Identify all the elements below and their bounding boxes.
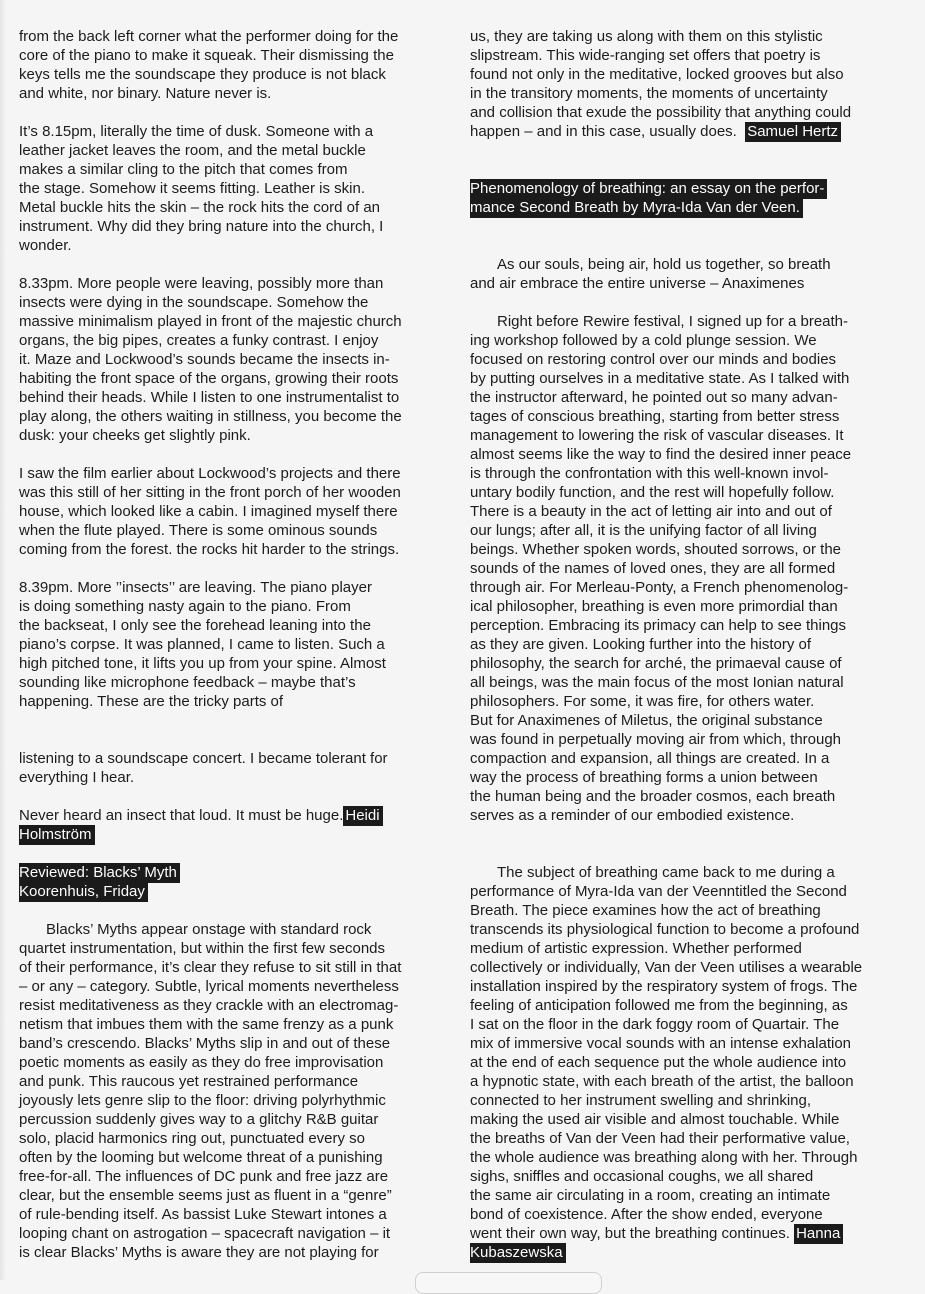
blank-line <box>19 445 439 464</box>
body-text: a hypnotic state, with each breath of the artist, the balloon <box>470 1073 854 1090</box>
text-line <box>470 654 890 673</box>
body-text: Right before Rewire festival, I signed up for a breath- <box>497 313 849 330</box>
text-line <box>470 1091 890 1110</box>
text-line <box>19 1186 439 1205</box>
blank-line <box>19 787 439 806</box>
text-line <box>470 730 890 749</box>
body-text: by putting ourselves in a meditative state. As I talked with <box>470 370 850 387</box>
text-line <box>470 122 890 141</box>
body-text: philosophy, the search for arché, the primaeval cause of <box>470 655 842 672</box>
highlighted-label: Koorenhuis, Friday <box>19 882 148 902</box>
body-text: habiting the front space of the organs, growing their roots <box>19 370 399 387</box>
text-line <box>470 806 890 825</box>
body-text: leather jacket leaves the room, and the metal buckle <box>19 142 366 159</box>
body-text: The subject of breathing came back to me during a <box>497 864 835 881</box>
body-text: and punk. This raucous yet restrained performance <box>19 1073 359 1090</box>
body-text: house, which looked like a cabin. I imagined myself there <box>19 503 398 520</box>
highlighted-label: Holmström <box>19 825 95 845</box>
body-text: Metal buckle hits the skin – the rock hits the cord of an <box>19 199 381 216</box>
body-text: netism that imbues them with the same frenzy as a punk <box>19 1016 394 1033</box>
text-line <box>19 749 439 768</box>
text-line <box>470 179 890 198</box>
body-text: medium of artistic expression. Whether performed <box>470 940 802 957</box>
text-line <box>470 749 890 768</box>
text-line <box>470 1053 890 1072</box>
text-line <box>470 958 890 977</box>
body-text: coming from the forest. the rocks hit harder to the strings. <box>19 541 400 558</box>
text-line <box>470 1148 890 1167</box>
text-line <box>19 388 439 407</box>
body-text: is through the confrontation with this well-known invol- <box>470 465 829 482</box>
text-line <box>470 616 890 635</box>
text-line <box>19 673 439 692</box>
body-text: ical philosopher, breathing is even more primordial than <box>470 598 838 615</box>
blank-line <box>19 901 439 920</box>
body-text: mix of immersive vocal sounds with an intense exhalation <box>470 1035 852 1052</box>
text-line <box>470 673 890 692</box>
body-text: was this still of her sitting in the front porch of her wooden <box>19 484 401 501</box>
text-line <box>19 179 439 198</box>
body-text: perception. Embracing its primacy can help to see things <box>470 617 847 634</box>
text-line <box>19 312 439 331</box>
text-line <box>470 578 890 597</box>
body-text: wonder. <box>19 237 72 254</box>
blank-line <box>470 844 890 863</box>
body-text: play along, the others waiting in stillness, you become the <box>19 408 402 425</box>
article-column-left <box>19 27 439 1262</box>
body-text: It’s 8.15pm, literally the time of dusk. Someone with a <box>19 123 374 140</box>
body-text: makes a similar cling to the pitch that comes from <box>19 161 348 178</box>
body-text: almost seems like the way to find the desired inner peace <box>470 446 852 463</box>
body-text: it. Maze and Lockwood’s sounds became the insects in- <box>19 351 390 368</box>
body-text: sighs, sniffles and occasional coughs, we all shared <box>470 1168 814 1185</box>
text-line <box>19 578 439 597</box>
body-text: connected to her instrument swelling and shrinking, <box>470 1092 812 1109</box>
body-text: through air. For Merleau-Ponty, a French phenomenolog- <box>470 579 849 596</box>
text-line <box>470 426 890 445</box>
highlighted-label: Phenomenology of breathing: an essay on the perfor- <box>470 179 827 199</box>
body-text: and white, nor binary. Nature never is. <box>19 85 272 102</box>
text-line <box>470 255 890 274</box>
body-text: massive minimalism played in front of the majestic church <box>19 313 402 330</box>
body-text: looping chant on astrogation – spacecraft navigation – it <box>19 1225 391 1242</box>
body-text: Breath. The piece examines how the act of breathing <box>470 902 821 919</box>
body-text: joyously lets genre slip to the floor: driving polyrhythmic <box>19 1092 386 1109</box>
body-text: happen – and in this case, usually does. <box>470 123 746 140</box>
text-line <box>19 369 439 388</box>
text-line <box>470 787 890 806</box>
body-text: resist meditativeness as they crackle with an electromag- <box>19 997 399 1014</box>
body-text: 8.39pm. More ’’insects’’ are leaving. The piano player <box>19 579 372 596</box>
blank-line <box>19 255 439 274</box>
body-text: sounding like microphone feedback – maybe that’s <box>19 674 356 691</box>
text-line <box>470 882 890 901</box>
text-line <box>19 1205 439 1224</box>
text-line <box>19 958 439 977</box>
body-text: the instructor afterward, he pointed out so many advan- <box>470 389 838 406</box>
body-text: 8.33pm. More people were leaving, possibly more than <box>19 275 384 292</box>
body-text: piano’s corpse. It was planned, I came to listen. Such a <box>19 636 385 653</box>
text-line <box>19 597 439 616</box>
text-line <box>19 806 439 825</box>
text-line <box>470 635 890 654</box>
text-line <box>470 445 890 464</box>
body-text: insects were dying in the soundscape. Somehow the <box>19 294 369 311</box>
text-line <box>470 1224 890 1243</box>
body-text: found not only in the meditative, locked grooves but also <box>470 66 844 83</box>
body-text: sounds of the names of loved ones, they are all formed <box>470 560 836 577</box>
highlighted-label: Heidi <box>343 806 382 826</box>
text-line <box>19 996 439 1015</box>
body-text: keys tells me the soundscape they produce is not black <box>19 66 386 83</box>
text-line <box>470 977 890 996</box>
body-text: clear, but the ensemble seems just as fluent in a “genre” <box>19 1187 392 1204</box>
text-line <box>470 692 890 711</box>
body-text: us, they are taking us along with them on this stylistic <box>470 28 823 45</box>
blank-line <box>470 825 890 844</box>
body-text: solo, placid harmonics ring out, punctuated every so <box>19 1130 366 1147</box>
body-text: from the back left corner what the performer doing for the <box>19 28 399 45</box>
body-text: As our souls, being air, hold us together, so breath <box>497 256 831 273</box>
text-line <box>470 27 890 46</box>
text-line <box>19 160 439 179</box>
highlighted-label: Kubaszewska <box>470 1243 566 1263</box>
bottom-toolbar-handle[interactable] <box>415 1272 602 1294</box>
text-line <box>470 502 890 521</box>
text-line <box>470 198 890 217</box>
blank-line <box>470 141 890 160</box>
text-line <box>470 540 890 559</box>
text-line <box>470 274 890 293</box>
text-line <box>19 692 439 711</box>
text-line <box>470 1015 890 1034</box>
text-line <box>19 521 439 540</box>
body-text: at the end of each sequence put the whole audience into <box>470 1054 847 1071</box>
text-line <box>19 1129 439 1148</box>
highlighted-label: Hanna <box>794 1224 843 1244</box>
text-line <box>19 1243 439 1262</box>
body-text: high pitched tone, it lifts you up from your spine. Almost <box>19 655 386 672</box>
text-line <box>470 464 890 483</box>
body-text: There is a beauty in the act of letting air into and out of <box>470 503 832 520</box>
body-text: management to lowering the risk of vascular diseases. It <box>470 427 844 444</box>
text-line <box>470 711 890 730</box>
body-text: the human being and the broader cosmos, each breath <box>470 788 836 805</box>
text-line <box>19 825 439 844</box>
body-text: as they are given. Looking further into the history of <box>470 636 812 653</box>
text-line <box>19 122 439 141</box>
body-text: serves as a reminder of our embodied existence. <box>470 807 795 824</box>
highlighted-label: mance Second Breath by Myra-Ida Van der Veen. <box>470 198 803 218</box>
text-line <box>19 882 439 901</box>
body-text: transcends its physiological function to become a profound <box>470 921 860 938</box>
body-text: slipstream. This wide-ranging set offers that poetry is <box>470 47 821 64</box>
text-line <box>19 977 439 996</box>
highlighted-label: Samuel Hertz <box>745 122 841 142</box>
body-text: the backseat, I only see the forehead leaning into the <box>19 617 371 634</box>
text-line <box>19 1110 439 1129</box>
body-text: happening. These are the tricky parts of <box>19 693 284 710</box>
text-line <box>19 635 439 654</box>
text-line <box>470 901 890 920</box>
body-text: listening to a soundscape concert. I became tolerant for <box>19 750 388 767</box>
body-text: was found in perpetually moving air from which, through <box>470 731 842 748</box>
text-line <box>19 1053 439 1072</box>
text-line <box>470 46 890 65</box>
blank-line <box>470 236 890 255</box>
text-line <box>19 1148 439 1167</box>
text-line <box>19 768 439 787</box>
body-text: free-for-all. The influences of DC punk and free jazz are <box>19 1168 389 1185</box>
text-line <box>19 1224 439 1243</box>
text-line <box>470 768 890 787</box>
body-text: the stage. Somehow it seems fitting. Leather is skin. <box>19 180 366 197</box>
body-text: I saw the film earlier about Lockwood’s projects and there <box>19 465 401 482</box>
body-text: organs, the big pipes, creates a funky contrast. I enjoy <box>19 332 379 349</box>
text-line <box>19 920 439 939</box>
text-line <box>470 65 890 84</box>
body-text: bond of coexistence. After the show ended, everyone <box>470 1206 823 1223</box>
blank-line <box>19 730 439 749</box>
text-line <box>470 1034 890 1053</box>
text-line <box>470 996 890 1015</box>
text-line <box>19 274 439 293</box>
body-text: of rule-bending itself. As bassist Luke Stewart intones a <box>19 1206 387 1223</box>
text-line <box>19 236 439 255</box>
text-line <box>19 1167 439 1186</box>
body-text: tages of conscious breathing, starting from better stress <box>470 408 840 425</box>
body-text: Blacks’ Myths appear onstage with standard rock <box>46 921 372 938</box>
body-text: core of the piano to make it squeak. Their dismissing the <box>19 47 394 64</box>
text-line <box>19 65 439 84</box>
text-line <box>19 1072 439 1091</box>
text-line <box>470 920 890 939</box>
body-text: our lungs; after all, it is the unifying factor of all living <box>470 522 817 539</box>
body-text: compaction and expansion, all things are created. In a <box>470 750 830 767</box>
body-text: is clear Blacks’ Myths is aware they are not playing for <box>19 1244 379 1261</box>
body-text: But for Anaximenes of Miletus, the original substance <box>470 712 823 729</box>
body-text: is doing something nasty again to the piano. From <box>19 598 351 615</box>
body-text: installation inspired by the respiratory system of frogs. The <box>470 978 858 995</box>
text-line <box>19 198 439 217</box>
text-line <box>19 141 439 160</box>
text-line <box>19 331 439 350</box>
body-text: making the used air visible and almost touchable. While <box>470 1111 840 1128</box>
body-text: beings. Whether spoken words, shouted sorrows, or the <box>470 541 842 558</box>
text-line <box>19 540 439 559</box>
body-text: often by the looming but welcome threat of a punishing <box>19 1149 383 1166</box>
text-line <box>19 483 439 502</box>
text-line <box>19 46 439 65</box>
blank-line <box>19 103 439 122</box>
body-text: poetic moments as easily as they do free improvisation <box>19 1054 384 1071</box>
text-line <box>470 388 890 407</box>
body-text: band’s crescendo. Blacks’ Myths slip in and out of these <box>19 1035 391 1052</box>
body-text: quartet instrumentation, but within the first few seconds <box>19 940 386 957</box>
body-text: way the process of breathing forms a union between <box>470 769 818 786</box>
text-line <box>19 939 439 958</box>
text-line <box>470 1129 890 1148</box>
body-text: feeling of anticipation followed me from the beginning, as <box>470 997 848 1014</box>
body-text: of their performance, it’s clear they refuse to sit still in that <box>19 959 402 976</box>
text-line <box>19 464 439 483</box>
page-edge-shadow <box>0 0 6 1280</box>
text-line <box>470 863 890 882</box>
text-line <box>470 407 890 426</box>
text-line <box>470 559 890 578</box>
body-text: and air embrace the entire universe – Anaximenes <box>470 275 805 292</box>
text-line <box>470 369 890 388</box>
blank-line <box>470 217 890 236</box>
text-line <box>470 597 890 616</box>
text-line <box>470 103 890 122</box>
highlighted-label: Reviewed: Blacks’ Myth <box>19 863 180 883</box>
text-line <box>470 312 890 331</box>
text-line <box>19 426 439 445</box>
text-line <box>470 1243 890 1262</box>
body-text: percussion suddenly gives way to a glitchy R&B guitar <box>19 1111 379 1128</box>
text-line <box>19 84 439 103</box>
text-line <box>19 1015 439 1034</box>
body-text: in the transitory moments, the moments of uncertainty <box>470 85 828 102</box>
body-text: dusk: your cheeks get slightly pink. <box>19 427 251 444</box>
text-line <box>19 293 439 312</box>
text-line <box>470 1110 890 1129</box>
text-line <box>19 502 439 521</box>
body-text: instrument. Why did they bring nature into the church, I <box>19 218 384 235</box>
text-line <box>470 84 890 103</box>
text-line <box>19 654 439 673</box>
text-line <box>19 616 439 635</box>
text-line <box>19 27 439 46</box>
text-line <box>470 350 890 369</box>
article-column-right <box>470 27 890 1262</box>
body-text: the breaths of Van der Veen had their performative value, <box>470 1130 850 1147</box>
body-text: everything I hear. <box>19 769 135 786</box>
body-text: Never heard an insect that loud. It must be huge. <box>19 807 344 824</box>
text-line <box>19 350 439 369</box>
text-line <box>470 1205 890 1224</box>
body-text: philosophers. For some, it was fire, for others water. <box>470 693 815 710</box>
body-text: went their own way, but the breathing continues. <box>470 1225 795 1242</box>
body-text: performance of Myra-Ida van der Veenntitled the Second <box>470 883 847 900</box>
text-line <box>470 483 890 502</box>
text-line <box>470 331 890 350</box>
body-text: the same air circulating in a room, creating an intimate <box>470 1187 831 1204</box>
body-text: untary bodily function, and the rest will hopefully follow. <box>470 484 835 501</box>
text-line <box>19 407 439 426</box>
blank-line <box>470 293 890 312</box>
text-line <box>470 1167 890 1186</box>
text-line <box>19 1034 439 1053</box>
blank-line <box>19 844 439 863</box>
body-text: and collision that exude the possibility that anything could <box>470 104 852 121</box>
body-text: behind their heads. While I listen to one instrumentalist to <box>19 389 400 406</box>
body-text: collectively or individually, Van der Veen utilises a wearable <box>470 959 863 976</box>
body-text: ing workshop followed by a cold plunge session. We <box>470 332 817 349</box>
body-text: I sat on the floor in the dark foggy room of Quartair. The <box>470 1016 840 1033</box>
body-text: all beings, was the main focus of the most Ionian natural <box>470 674 844 691</box>
text-line <box>470 939 890 958</box>
blank-line <box>470 160 890 179</box>
text-line <box>19 217 439 236</box>
body-text: focused on restoring control over our minds and bodies <box>470 351 837 368</box>
text-line <box>19 863 439 882</box>
text-line <box>470 1186 890 1205</box>
text-line <box>470 521 890 540</box>
body-text: – or any – category. Subtle, lyrical moments nevertheless <box>19 978 399 995</box>
blank-line <box>19 711 439 730</box>
text-line <box>470 1072 890 1091</box>
text-line <box>19 1091 439 1110</box>
blank-line <box>19 559 439 578</box>
body-text: the whole audience was breathing along with her. Through <box>470 1149 858 1166</box>
body-text: when the flute played. There is some ominous sounds <box>19 522 378 539</box>
